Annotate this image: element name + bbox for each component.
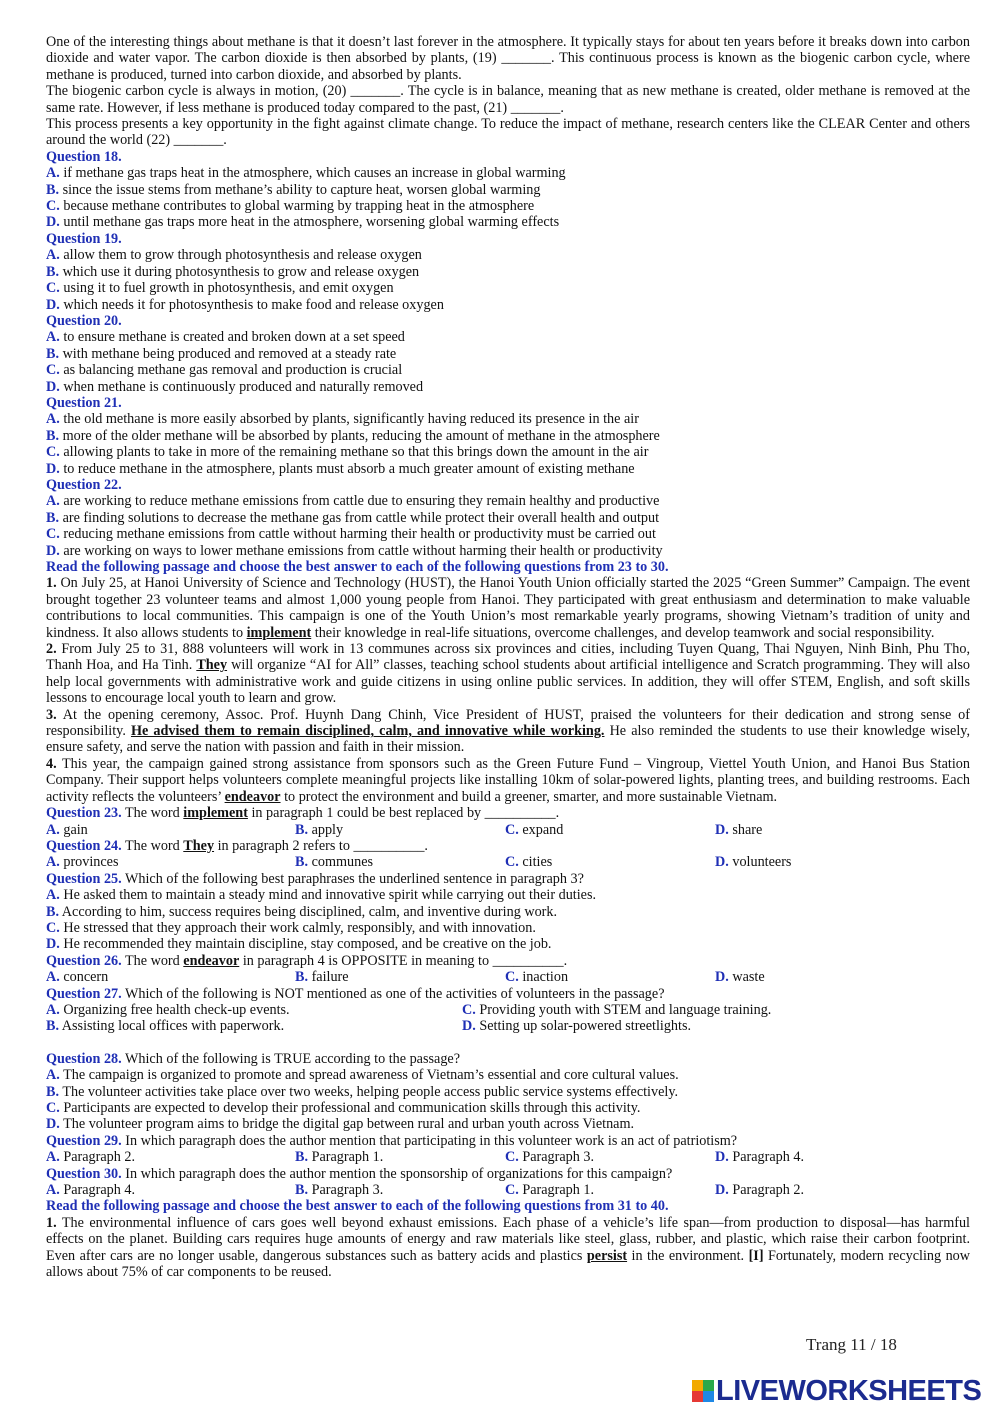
- question-stem: Question 28. Which of the following is TRUE according to the passage?: [46, 1050, 461, 1067]
- answer-row: [46, 969, 970, 985]
- question-stem: Question 23. The word implement in paragraph 1 could be best replaced by __________.: [46, 805, 560, 822]
- answer-option[interactable]: D. when methane is continuously produced and naturally removed: [46, 378, 424, 395]
- answer-row: [46, 1182, 970, 1198]
- answer-row: [46, 854, 970, 870]
- answer-option[interactable]: B. failure: [295, 969, 349, 986]
- answer-option[interactable]: A. allow them to grow through photosynthesis and release oxygen: [46, 247, 422, 264]
- answer-option[interactable]: B. Assisting local offices with paperwork.: [46, 1018, 285, 1035]
- passage-paragraph: The biogenic carbon cycle is always in motion, (20) _______. The cycle is in balance, meaning that as new methane is created, older methane is removed at the same rate. However, if less methane is produced today compared to the past, (21) _______.: [46, 83, 970, 116]
- spacer: [46, 1035, 970, 1051]
- answer-option[interactable]: C. using it to fuel growth in photosynthesis, and emit oxygen: [46, 280, 394, 297]
- answer-option[interactable]: C. inaction: [505, 969, 569, 986]
- answer-option[interactable]: B. communes: [295, 854, 374, 871]
- answer-option[interactable]: A. Organizing free health check-up events.: [46, 1001, 290, 1018]
- section-instruction: Read the following passage and choose the best answer to each of the following questions from 31 to 40.: [46, 1198, 669, 1215]
- answer-option[interactable]: D. to reduce methane in the atmosphere, plants must absorb a much greater amount of existing methane: [46, 460, 635, 477]
- answer-option[interactable]: A. the old methane is more easily absorbed by plants, significantly having reduced its presence in the air: [46, 411, 639, 428]
- question-title: Question 18.: [46, 148, 122, 165]
- passage-paragraph: This process presents a key opportunity in the fight against climate change. To reduce the impact of methane, research centers like the CLEAR Center and others around the world (22) _______.: [46, 116, 970, 149]
- question-stem: Question 26. The word endeavor in paragraph 4 is OPPOSITE in meaning to __________.: [46, 952, 568, 969]
- section-instruction: Read the following passage and choose the best answer to each of the following questions from 23 to 30.: [46, 559, 669, 575]
- question-title: Question 21.: [46, 394, 122, 411]
- question-stem: Question 24. The word They in paragraph 2 refers to __________.: [46, 837, 428, 854]
- answer-row: [46, 1002, 970, 1018]
- question-title: Question 20.: [46, 312, 122, 329]
- passage-paragraph-1: 1. On July 25, at Hanoi University of Science and Technology (HUST), the Hanoi Youth Union officially started the 2025 “Green Summer” Campaign. The event brought together 23 volunteer teams and almost 1,000 young people from Hanoi. They participated with great enthusiasm and determination to make valuable contributions to local communities. This campaign is one of the Youth Union’s most remarkable yearly programs, showing Vietnam’s tradition of unity and kindness. It also allows students to implement their knowledge in real-life situations, overcome challenges, and develop teamwork and social responsibility.: [46, 575, 971, 641]
- answer-option[interactable]: C. reducing methane emissions from cattle without harming their health or productivity must be carried out: [46, 526, 656, 543]
- liveworksheets-logo-icon: [692, 1380, 714, 1402]
- passage-paragraph-4: 4. This year, the campaign gained strong assistance from sponsors such as the Green Future Fund – Vingroup, Viettel Youth Union, and Hanoi Bus Station Company. Their support helps volunteers complete meaningful projects like installing 10km of solar-powered lights, planting trees, and building restrooms. Each activity reflects the volunteers’ endeavor to protect the environment and build a greener, smarter, and more sustainable Vietnam.: [46, 755, 970, 805]
- passage-paragraph-1: 1. The environmental influence of cars goes well beyond exhaust emissions. Each phase of a vehicle’s life span—from production to disposal—has harmful effects on the planet. Building cars requires huge amounts of energy and raw materials like steel, glass, rubber, and plastic, which raise their carbon footprint. Even after cars are no longer usable, dangerous substances such as battery acids and plastics persist in the environment. [I] Fortunately, modern recycling now allows about 75% of car components to be reused.: [46, 1214, 971, 1281]
- answer-row: [46, 1018, 970, 1034]
- answer-option[interactable]: D. until methane gas traps more heat in the atmosphere, worsening global warming effects: [46, 214, 560, 231]
- answer-option[interactable]: D. volunteers: [715, 854, 792, 871]
- answer-row: [46, 1149, 970, 1165]
- passage-paragraph-3: 3. At the opening ceremony, Assoc. Prof. Huynh Dang Chinh, Vice President of HUST, praised the volunteers for their dedication and strong sense of responsibility. He advised them to remain disciplined, calm, and innovative while working. He also reminded the students to use their knowledge wisely, ensure safety, and serve the nation with passion and faith in their mission.: [46, 706, 971, 756]
- answer-option[interactable]: B. According to him, success requires being disciplined, calm, and inventive during work.: [46, 903, 558, 920]
- question-title: Question 22.: [46, 476, 122, 493]
- answer-option[interactable]: A. to ensure methane is created and broken down at a set speed: [46, 329, 405, 346]
- passage-paragraph-2: 2. From July 25 to 31, 888 volunteers will work in 13 communes across six provinces and cities, including Tuyen Quang, Thai Nguyen, Ninh Binh, Phu Tho, Thanh Hoa, and Ha Tinh. They will organize “AI for All” classes, teaching school students about artificial intelligence and Scratch programming. They will also help local governments with administrative work and guide citizens in using online public services. In addition, they will offer STEM, English, and soft skills lessons to encourage local youth to learn and grow.: [46, 641, 971, 707]
- underlined-sentence: He advised them to remain disciplined, calm, and innovative while working.: [130, 723, 605, 740]
- brand-name: LIVEWORKSHEETS: [716, 1375, 982, 1407]
- answer-option[interactable]: C. cities: [505, 854, 553, 871]
- answer-option[interactable]: C. Paragraph 1.: [505, 1182, 595, 1199]
- answer-option[interactable]: B. since the issue stems from methane’s ability to capture heat, worsen global warming: [46, 181, 541, 198]
- answer-option[interactable]: C. as balancing methane gas removal and production is crucial: [46, 362, 403, 379]
- answer-option[interactable]: C. Participants are expected to develop their professional and communication skills through this activity.: [46, 1100, 641, 1116]
- question-title: Question 19.: [46, 230, 122, 247]
- answer-option[interactable]: A. are working to reduce methane emissions from cattle due to ensuring they remain healthy and productive: [46, 493, 660, 510]
- keyword-implement: implement: [246, 624, 312, 641]
- answer-option[interactable]: B. apply: [295, 821, 344, 838]
- answer-option[interactable]: D. waste: [715, 969, 765, 986]
- answer-option[interactable]: B. with methane being produced and removed at a steady rate: [46, 345, 397, 362]
- liveworksheets-brand: [692, 1376, 981, 1406]
- answer-option[interactable]: D. He recommended they maintain discipline, stay composed, and be creative on the job.: [46, 936, 552, 953]
- question-stem: Question 30. In which paragraph does the author mention the sponsorship of organizations for this campaign?: [46, 1165, 673, 1182]
- answer-option[interactable]: A. Paragraph 2.: [46, 1149, 136, 1166]
- answer-option[interactable]: B. Paragraph 1.: [295, 1149, 384, 1166]
- answer-option[interactable]: B. which use it during photosynthesis to grow and release oxygen: [46, 263, 420, 280]
- question-stem: Question 27. Which of the following is NOT mentioned as one of the activities of volunteers in the passage?: [46, 985, 665, 1002]
- answer-option[interactable]: D. The volunteer program aims to bridge the digital gap between rural and urban youth across Vietnam.: [46, 1116, 635, 1133]
- answer-option[interactable]: B. are finding solutions to decrease the methane gas from cattle while protect their overall health and output: [46, 509, 660, 526]
- question-stem: Question 25. Which of the following best paraphrases the underlined sentence in paragraph 3?: [46, 870, 584, 887]
- keyword-they: They: [196, 657, 228, 674]
- answer-option[interactable]: C. expand: [505, 821, 564, 838]
- answer-option[interactable]: D. which needs it for photosynthesis to make food and release oxygen: [46, 296, 444, 313]
- answer-option[interactable]: A. provinces: [46, 854, 119, 871]
- answer-option[interactable]: D. share: [715, 821, 763, 838]
- answer-option[interactable]: B. more of the older methane will be absorbed by plants, reducing the amount of methane in the atmosphere: [46, 427, 660, 444]
- answer-option[interactable]: C. because methane contributes to global warming by trapping heat in the atmosphere: [46, 198, 535, 215]
- answer-option[interactable]: C. Providing youth with STEM and language training.: [462, 1001, 772, 1018]
- answer-option[interactable]: A. if methane gas traps heat in the atmosphere, which causes an increase in global warming: [46, 165, 566, 182]
- keyword-persist: persist: [586, 1247, 628, 1264]
- answer-option[interactable]: A. Paragraph 4.: [46, 1182, 136, 1199]
- answer-option[interactable]: C. Paragraph 3.: [505, 1149, 595, 1166]
- answer-option[interactable]: C. allowing plants to take in more of the remaining methane so that this brings down the amount in the air: [46, 444, 649, 461]
- answer-option[interactable]: A. The campaign is organized to promote and spread awareness of Vietnam’s essential and core cultural values.: [46, 1067, 679, 1084]
- answer-option[interactable]: A. gain: [46, 821, 88, 838]
- insertion-marker: [I]: [748, 1247, 764, 1264]
- answer-option[interactable]: B. Paragraph 3.: [295, 1182, 384, 1199]
- answer-option[interactable]: C. He stressed that they approach their work calmly, responsibly, and with innovation.: [46, 919, 536, 936]
- answer-option[interactable]: D. Paragraph 2.: [715, 1182, 805, 1199]
- answer-option[interactable]: D. Setting up solar-powered streetlights.: [462, 1018, 692, 1035]
- answer-option[interactable]: A. concern: [46, 969, 109, 986]
- passage-paragraph: One of the interesting things about methane is that it doesn’t last forever in the atmosphere. It typically stays for about ten years before it breaks down into carbon dioxide and water vapor. The carbon dioxide is then absorbed by plants, (19) _______. This continuous process is known as the biogenic carbon cycle, where methane is produced, turned into carbon dioxide, and absorbed by plants.: [46, 34, 970, 83]
- keyword-endeavor: endeavor: [224, 788, 281, 805]
- page-number: Trang 11 / 18: [806, 1335, 897, 1354]
- answer-option[interactable]: B. The volunteer activities take place over two weeks, helping people access public service systems effectively.: [46, 1083, 679, 1100]
- answer-option[interactable]: A. He asked them to maintain a steady mind and innovative spirit while carrying out their duties.: [46, 887, 597, 904]
- answer-row: [46, 822, 970, 838]
- worksheet-page: [46, 34, 970, 1280]
- answer-option[interactable]: D. Paragraph 4.: [715, 1149, 805, 1166]
- answer-option[interactable]: D. are working on ways to lower methane emissions from cattle without harming their health or productivity: [46, 542, 663, 559]
- question-stem: Question 29. In which paragraph does the author mention that participating in this volunteer work is an act of patriotism?: [46, 1132, 738, 1149]
